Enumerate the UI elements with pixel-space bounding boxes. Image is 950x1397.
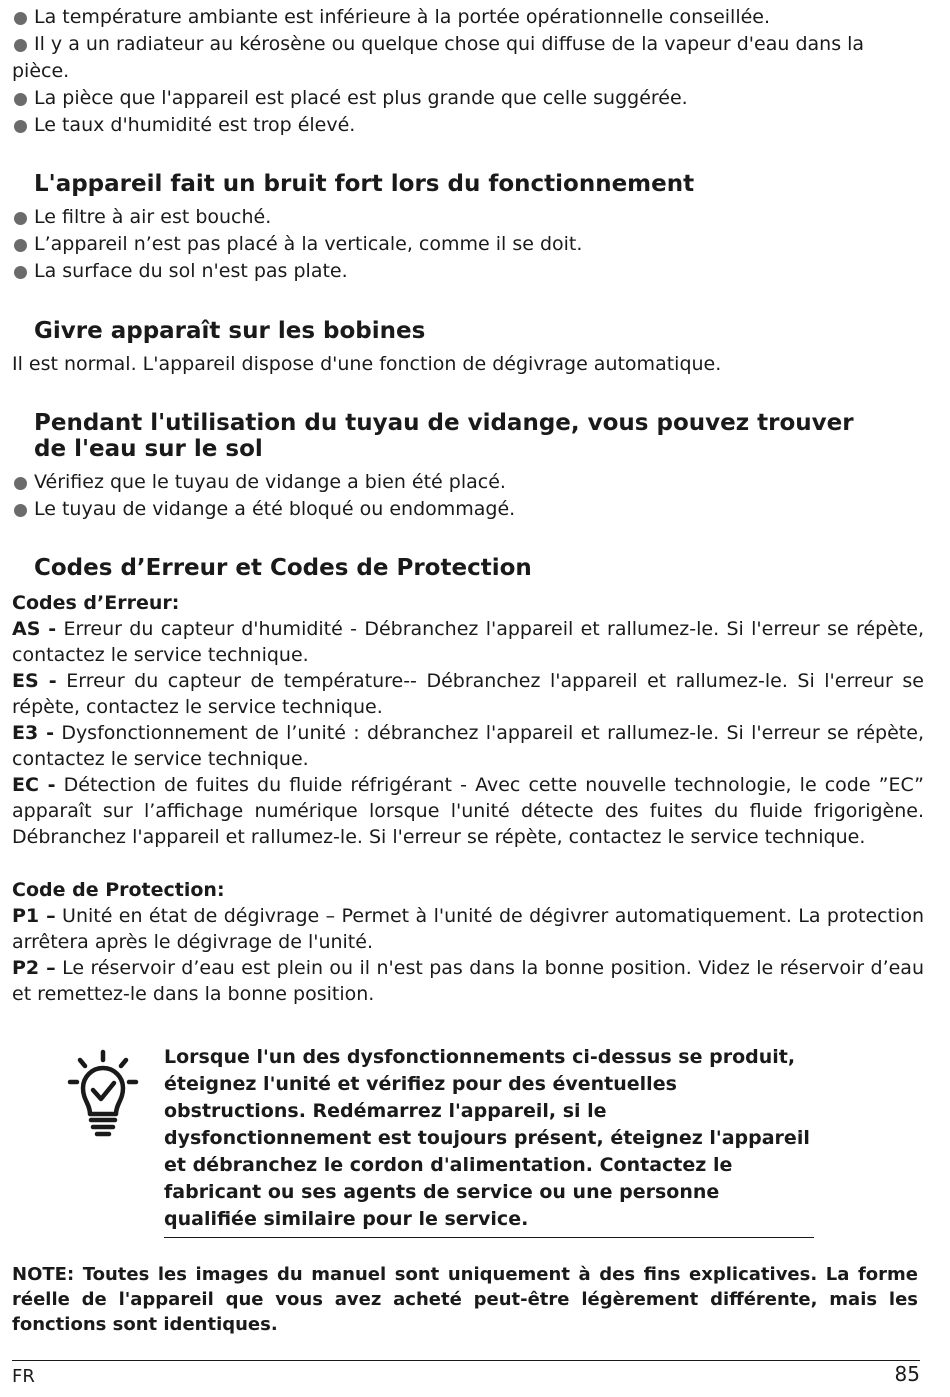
- list-item: Le filtre à air est bouché.: [12, 204, 582, 231]
- protection-code-entry: [12, 955, 924, 1007]
- section-title-noise: L'appareil fait un bruit fort lors du fonctionnement: [34, 171, 695, 197]
- error-code-entry: [12, 772, 924, 850]
- error-code: E3 -: [12, 722, 54, 744]
- section-title-drain-line1: Pendant l'utilisation du tuyau de vidange, vous pouvez trouver: [34, 410, 854, 436]
- footer-divider: [12, 1360, 920, 1361]
- protection-code-entry: [12, 903, 924, 955]
- note-text: NOTE: Toutes les images du manuel sont uniquement à des fins explicatives. La forme réelle de l'appareil que vous avez acheté peut-être légèrement différente, mais les fonctions sont identiques.: [12, 1264, 918, 1335]
- error-code-entry: [12, 720, 924, 772]
- list-item: La surface du sol n'est pas plate.: [12, 258, 582, 285]
- error-codes-heading: Codes d’Erreur:: [12, 592, 180, 614]
- intro-bullet-list: [12, 4, 864, 139]
- protection-code: P1 –: [12, 905, 56, 927]
- error-code: ES -: [12, 670, 57, 692]
- lightbulb-check-icon: [58, 1048, 148, 1138]
- drain-bullet-list: [12, 469, 515, 523]
- protection-codes-heading: Code de Protection:: [12, 879, 225, 901]
- frost-text: Il est normal. L'appareil dispose d'une fonction de dégivrage automatique.: [12, 353, 722, 375]
- section-title-drain: [12, 410, 854, 462]
- protection-code: P2 –: [12, 957, 56, 979]
- error-description: Dysfonctionnement de l’unité : débranchez l'appareil et rallumez-le. Si l'erreur se répète, contactez le service technique.: [12, 722, 924, 770]
- list-item: Le taux d'humidité est trop élevé.: [12, 112, 864, 139]
- list-item: L’appareil n’est pas placé à la verticale, comme il se doit.: [12, 231, 582, 258]
- section-title-codes: Codes d’Erreur et Codes de Protection: [34, 555, 532, 581]
- page-number: 85: [894, 1362, 920, 1386]
- noise-bullet-list: [12, 204, 582, 285]
- protection-description: Le réservoir d’eau est plein ou il n'est pas dans la bonne position. Videz le réservoir d’eau et remettez-le dans la bonne position.: [12, 957, 924, 1005]
- footer-language: FR: [12, 1366, 35, 1387]
- tip-box: [58, 1044, 928, 1230]
- codes-body: [12, 590, 924, 1007]
- list-item: Vérifiez que le tuyau de vidange a bien été placé.: [12, 469, 515, 496]
- error-code: EC -: [12, 774, 56, 796]
- error-code-entry: [12, 616, 924, 668]
- error-code-entry: [12, 668, 924, 720]
- section-title-drain-line2: de l'eau sur le sol: [34, 436, 263, 462]
- tip-text: Lorsque l'un des dysfonctionnements ci-dessus se produit, éteignez l'unité et vérifiez pour des éventuelles obstructions. Redémarrez l'appareil, si le dysfonctionnement est toujours présent, éteignez l'appareil et débranchez le cordon d'alimentation. Contactez le fabricant ou ses agents de service ou une personne qualifiée similaire pour le service.: [164, 1044, 814, 1238]
- error-description: Détection de fuites du fluide réfrigérant - Avec cette nouvelle technologie, le code ”EC” apparaît sur l’affichage numérique lorsque l'unité détecte des fuites du fluide frigorigène. Débranchez l'appareil et rallumez-le. Si l'erreur se répète, contactez le service technique.: [12, 774, 924, 848]
- list-item: La pièce que l'appareil est placé est plus grande que celle suggérée.: [12, 85, 864, 112]
- list-item-continuation: pièce.: [12, 60, 70, 82]
- protection-description: Unité en état de dégivrage – Permet à l'unité de dégivrer automatiquement. La protection arrêtera après le dégivrage de l'unité.: [12, 905, 924, 953]
- error-description: Erreur du capteur de température-- Débranchez l'appareil et rallumez-le. Si l'erreur se répète, contactez le service technique.: [12, 670, 924, 718]
- list-item: Il y a un radiateur au kérosène ou quelque chose qui diffuse de la vapeur d'eau dans la: [12, 31, 864, 58]
- list-item: La température ambiante est inférieure à la portée opérationnelle conseillée.: [12, 4, 864, 31]
- list-item: Le tuyau de vidange a été bloqué ou endommagé.: [12, 496, 515, 523]
- error-code: AS -: [12, 618, 57, 640]
- error-description: Erreur du capteur d'humidité - Débranchez l'appareil et rallumez-le. Si l'erreur se répète, contactez le service technique.: [12, 618, 925, 666]
- section-title-frost: Givre apparaît sur les bobines: [34, 318, 426, 344]
